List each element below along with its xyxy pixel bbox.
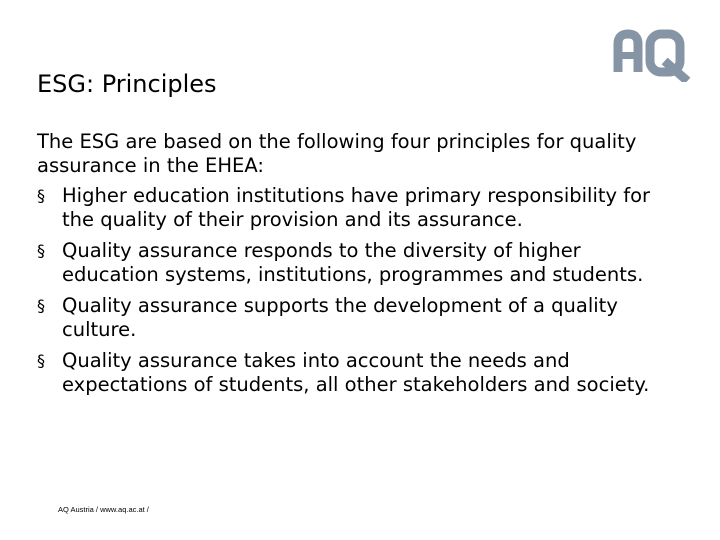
principle-text: Higher education institutions have primary responsibility for the quality of their provision and its assurance. (62, 184, 651, 231)
bullet-marker: § (37, 241, 45, 260)
bullet-marker: § (37, 351, 45, 370)
principle-item (37, 294, 677, 342)
principle-text: Quality assurance takes into account the needs and expectations of students, all other stakeholders and society. (62, 349, 650, 396)
aq-austria-logo (612, 26, 694, 82)
slide-title: ESG: Principles (37, 70, 217, 98)
aq-logo-graphic (612, 26, 694, 82)
principle-text: Quality assurance responds to the diversity of higher education systems, institutions, programmes and students. (62, 239, 644, 286)
principles-list (37, 184, 677, 397)
bullet-marker: § (37, 186, 45, 205)
principle-text: Quality assurance supports the development of a quality culture. (62, 294, 618, 341)
principle-item (37, 349, 677, 397)
intro-text: The ESG are based on the following four principles for quality assurance in the EHEA: (37, 130, 637, 177)
bullet-marker: § (37, 296, 45, 315)
principle-item (37, 239, 677, 287)
slide-body (37, 130, 677, 404)
footer-text: AQ Austria / www.aq.ac.at / (58, 505, 149, 514)
principle-item (37, 184, 677, 232)
